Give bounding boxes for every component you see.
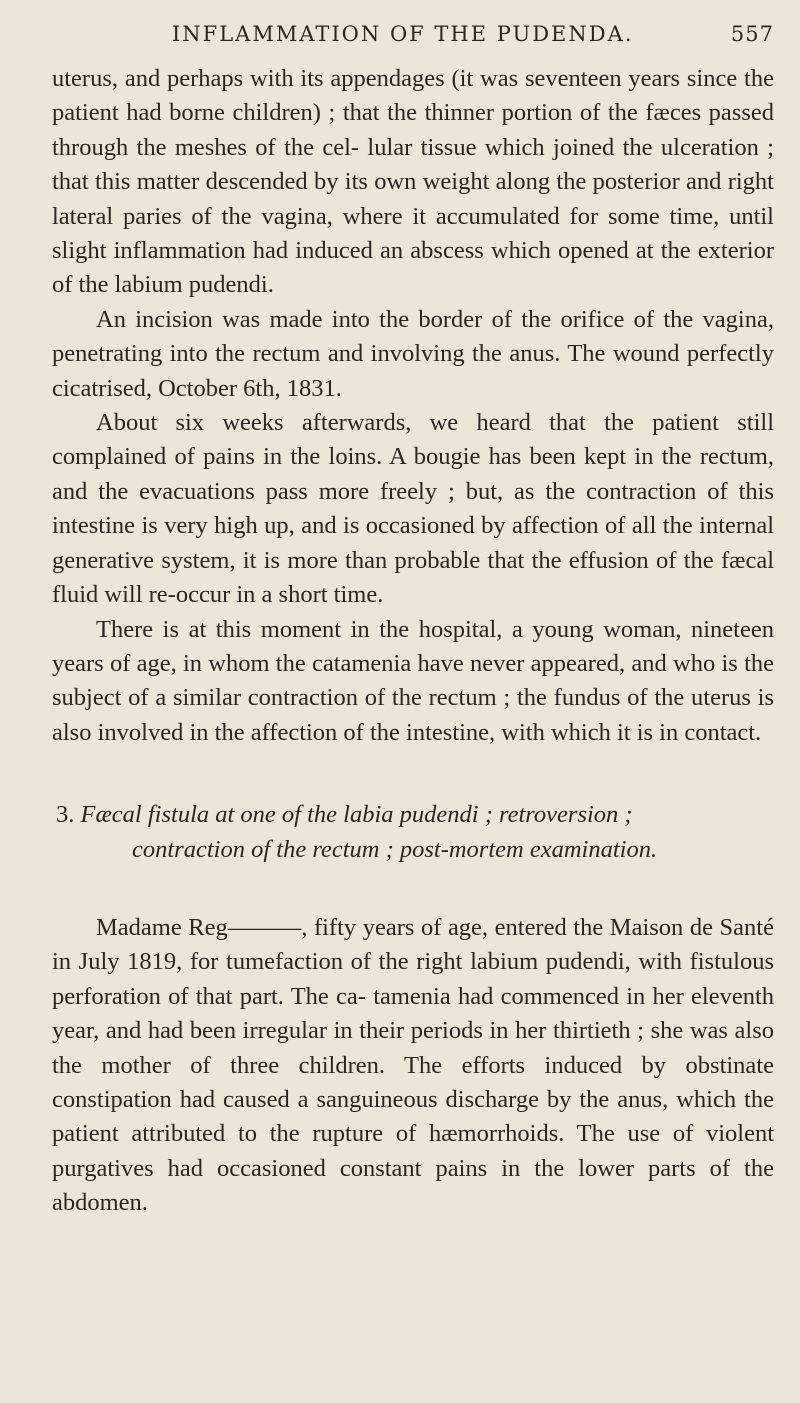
section-number: 3.	[56, 801, 75, 829]
body-text	[52, 62, 774, 1221]
paragraph-young-woman: There is at this moment in the hospital, a young woman, nineteen years of age, in whom the catamenia have never appeared, and who is the subject of a similar contraction of the rectum ; the fundus of the uterus is also involved in the affection of the intestine, with which it is in contact.	[52, 615, 774, 746]
running-head-title: INFLAMMATION OF THE PUDENDA.	[172, 22, 634, 46]
section-heading-line1: Fæcal fistula at one of the labia pudendi ; retroversion ;	[80, 801, 633, 829]
paragraph-incision: An incision was made into the border of the orifice of the vagina, penetrating into the rectum and involving the anus. The wound perfectly cicatrised, October 6th, 1831.	[52, 305, 774, 402]
paragraph-six-weeks: About six weeks afterwards, we heard that the patient still complained of pains in the loins. A bougie has been kept in the rectum, and the evacuations pass more freely ; but, as the contraction of this intestine is very high up, and is occasioned by affection of all the internal generative system, it is more than probable that the effusion of the fæcal fluid will re-occur in a short time.	[52, 409, 774, 609]
paragraph-continued: uterus, and perhaps with its appendages (it was seventeen years since the patient had borne children) ; that the thinner portion of the fæces passed through the meshes of the cel- lular tissue which joined the ulceration ; that this matter descended by its own weight along the posterior and right lateral paries of the vagina, where it accumulated for some time, until slight inflammation had induced an abscess which opened at the exterior of the labium pudendi.	[52, 65, 774, 299]
book-page	[52, 12, 774, 1221]
paragraph-case-report: Madame Reg———, fifty years of age, entered the Maison de Santé in July 1819, for tumefaction of the right labium pudendi, with fistulous perforation of that part. The ca- tamenia had commenced in her eleventh year, and had been irregular in their periods in her thirtieth ; she was also the mother of three children. The efforts induced by obstinate constipation had caused a sanguineous discharge by the anus, which the patient attributed to the rupture of hæmorrhoids. The use of violent purgatives had occasioned constant pains in the lower parts of the abdomen.	[52, 913, 774, 1217]
section-heading-line2: contraction of the rectum ; post-mortem examination.	[132, 835, 658, 863]
running-head	[52, 12, 774, 56]
section-heading	[52, 798, 774, 867]
page-number: 557	[730, 22, 774, 46]
